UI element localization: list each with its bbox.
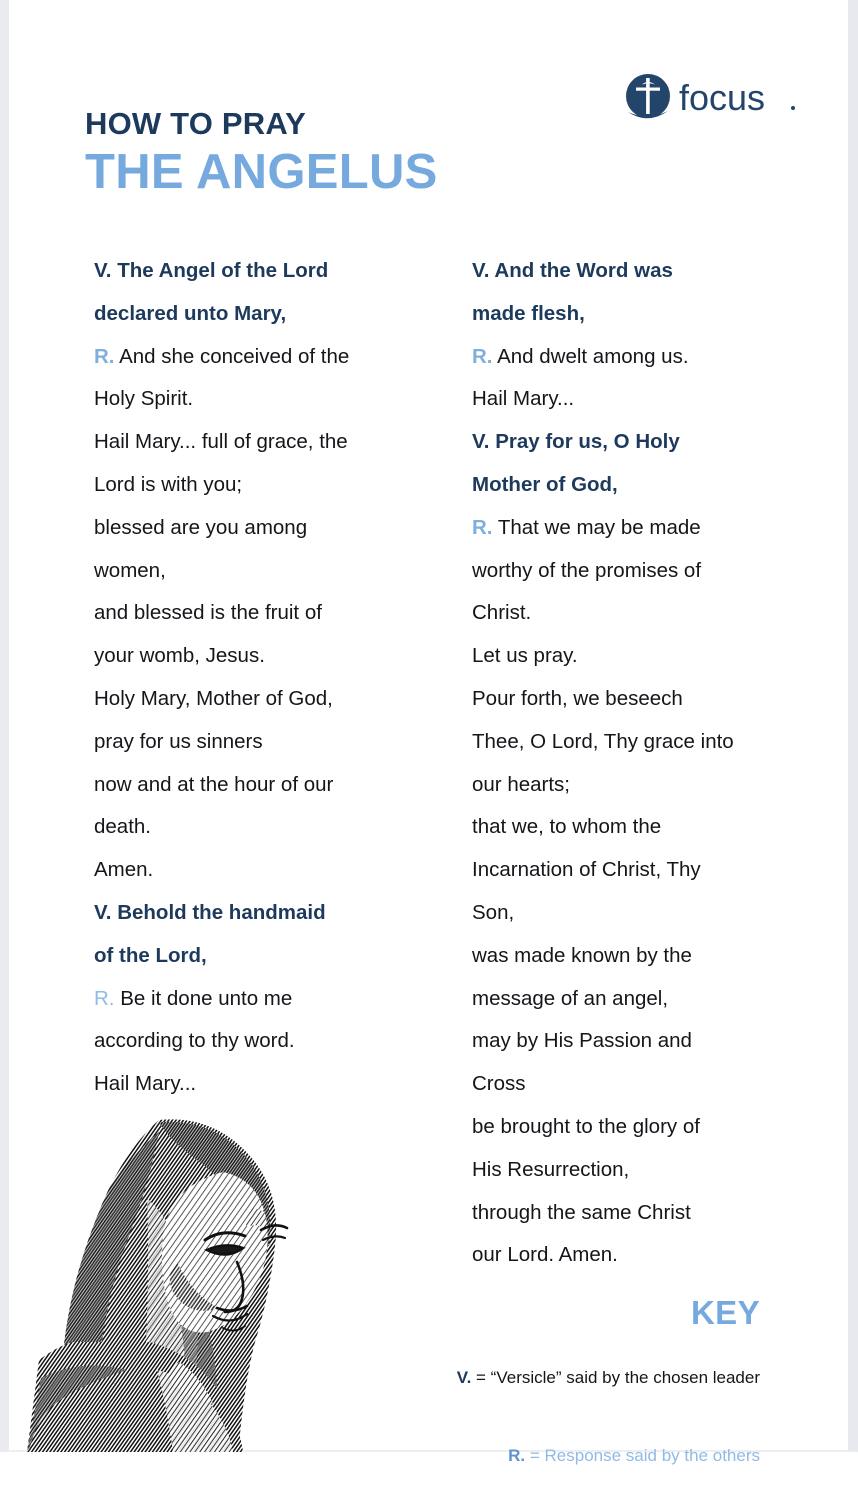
prayer-line (94, 806, 424, 849)
prayer-line-text: Incarnation of Christ, Thy (472, 858, 701, 882)
title-kicker: HOW TO PRAY (85, 106, 306, 141)
prayer-line-text: And dwelt among us. (492, 344, 689, 368)
prayer-line (94, 464, 424, 507)
prayer-line-text: and blessed is the fruit of (94, 601, 322, 625)
prayer-line (472, 421, 802, 464)
prayer-line-text: Holy Spirit. (94, 387, 194, 411)
prayer-line (94, 978, 424, 1021)
prayer-line-text: of the Lord, (94, 943, 207, 967)
prayer-line (94, 421, 424, 464)
prayer-line (94, 764, 424, 807)
prayer-line-text: made flesh, (472, 301, 585, 325)
key-title: KEY (690, 1294, 760, 1331)
prayer-line-text: Hail Mary... (94, 1072, 197, 1096)
prayer-line (472, 293, 802, 336)
key-response-marker: R. (508, 1446, 526, 1465)
prayer-line (472, 678, 802, 721)
prayer-line (472, 1192, 802, 1235)
prayer-line (472, 892, 802, 935)
response-marker: R. (472, 344, 493, 368)
virgin-mary-illustration (27, 1112, 347, 1452)
prayer-line-text: Holy Mary, Mother of God, (94, 686, 333, 710)
prayer-line (472, 1020, 802, 1063)
prayer-line-text: according to thy word. (94, 1029, 295, 1053)
prayer-line (472, 1149, 802, 1192)
key-response-line (340, 1417, 760, 1495)
prayer-line (472, 507, 802, 550)
prayer-line-text: Behold the handmaid (111, 900, 326, 924)
prayer-line-text: Amen. (94, 858, 154, 882)
prayer-line (472, 250, 802, 293)
prayer-line (472, 849, 802, 892)
prayer-line-text: worthy of the promises of (472, 558, 702, 582)
prayer-line-text: Christ. (472, 601, 532, 625)
prayer-line-text: His Resurrection, (472, 1157, 630, 1181)
prayer-line (94, 635, 424, 678)
prayer-line (94, 1063, 424, 1106)
prayer-line (94, 678, 424, 721)
prayer-line (472, 550, 802, 593)
prayer-line-text: now and at the hour of our (94, 772, 334, 796)
prayer-line (94, 250, 424, 293)
focus-logo (621, 72, 801, 128)
prayer-line (94, 592, 424, 635)
versicle-marker: V. (94, 259, 112, 282)
title-main: THE ANGELUS (85, 144, 438, 199)
prayer-line (94, 849, 424, 892)
prayer-line (472, 336, 802, 379)
prayer-line-text: Mother of God, (472, 472, 618, 496)
prayer-line-text: Let us pray. (472, 644, 578, 668)
versicle-marker: V. (94, 900, 112, 924)
prayer-line-text: Thee, O Lord, Thy grace into (472, 729, 734, 753)
prayer-line (472, 721, 802, 764)
prayer-line-text: our hearts; (472, 772, 570, 796)
key-response-text: = Response said by the others (525, 1446, 760, 1465)
prayer-line-text: women, (94, 558, 166, 582)
prayer-line (472, 1063, 802, 1106)
prayer-line-text: message of an angel, (472, 986, 669, 1010)
prayer-line-text: That we may be made (492, 515, 701, 539)
page-title (85, 108, 438, 200)
prayer-line-text: Pour forth, we beseech (472, 686, 683, 710)
prayer-line (472, 978, 802, 1021)
response-marker: R. (94, 344, 115, 368)
response-marker: R. (94, 986, 115, 1010)
document-sheet (9, 0, 848, 1465)
prayer-line (472, 1106, 802, 1149)
prayer-line (472, 935, 802, 978)
prayer-line-text: your womb, Jesus. (94, 644, 265, 668)
key-versicle-marker: V. (456, 1368, 472, 1387)
prayer-line-text: through the same Christ (472, 1200, 691, 1224)
prayer-line-text: death. (94, 815, 151, 839)
prayer-line-text: Cross (472, 1072, 526, 1096)
prayer-line-text: Hail Mary... full of grace, the (94, 430, 348, 454)
prayer-line-text: Be it done unto me (114, 986, 293, 1010)
prayer-line-text: Son, (472, 900, 515, 924)
prayer-line (472, 464, 802, 507)
prayer-line-text: And she conceived of the (114, 344, 350, 368)
prayer-column-right (472, 250, 802, 1277)
prayer-line-text: The Angel of the Lord (111, 259, 329, 282)
prayer-line (472, 764, 802, 807)
prayer-line-text: Pray for us, O Holy (489, 430, 680, 454)
prayer-line (94, 892, 424, 935)
prayer-line (94, 935, 424, 978)
prayer-line-text: And the Word was (489, 259, 673, 282)
prayer-line-text: that we, to whom the (472, 815, 662, 839)
prayer-line-text: Hail Mary... (472, 387, 575, 411)
prayer-line (94, 507, 424, 550)
focus-cross-circle-icon (626, 74, 670, 118)
prayer-line-text: was made known by the (472, 943, 692, 967)
prayer-column-left (94, 250, 424, 1106)
prayer-line (472, 635, 802, 678)
prayer-line (472, 378, 802, 421)
prayer-line-text: blessed are you among (94, 515, 308, 539)
prayer-line (472, 592, 802, 635)
prayer-line (94, 336, 424, 379)
prayer-line (94, 550, 424, 593)
prayer-line-text: declared unto Mary, (94, 301, 287, 325)
versicle-marker: V. (472, 259, 490, 282)
key-versicle-text: = “Versicle” said by the chosen leader (471, 1368, 760, 1387)
prayer-line-text: be brought to the glory of (472, 1114, 700, 1138)
prayer-line (94, 293, 424, 336)
prayer-line (94, 721, 424, 764)
prayer-line (94, 1020, 424, 1063)
prayer-line (472, 806, 802, 849)
prayer-line-text: Lord is with you; (94, 472, 243, 496)
key-legend (340, 1296, 760, 1495)
prayer-line-text: our Lord. Amen. (472, 1243, 618, 1267)
prayer-line (472, 1234, 802, 1277)
versicle-marker: V. (472, 430, 490, 454)
focus-logo-wordmark: focus (679, 77, 766, 118)
response-marker: R. (472, 515, 493, 539)
prayer-line-text: pray for us sinners (94, 729, 263, 753)
prayer-line (94, 378, 424, 421)
key-versicle-line (340, 1339, 760, 1417)
prayer-line-text: may by His Passion and (472, 1029, 692, 1053)
